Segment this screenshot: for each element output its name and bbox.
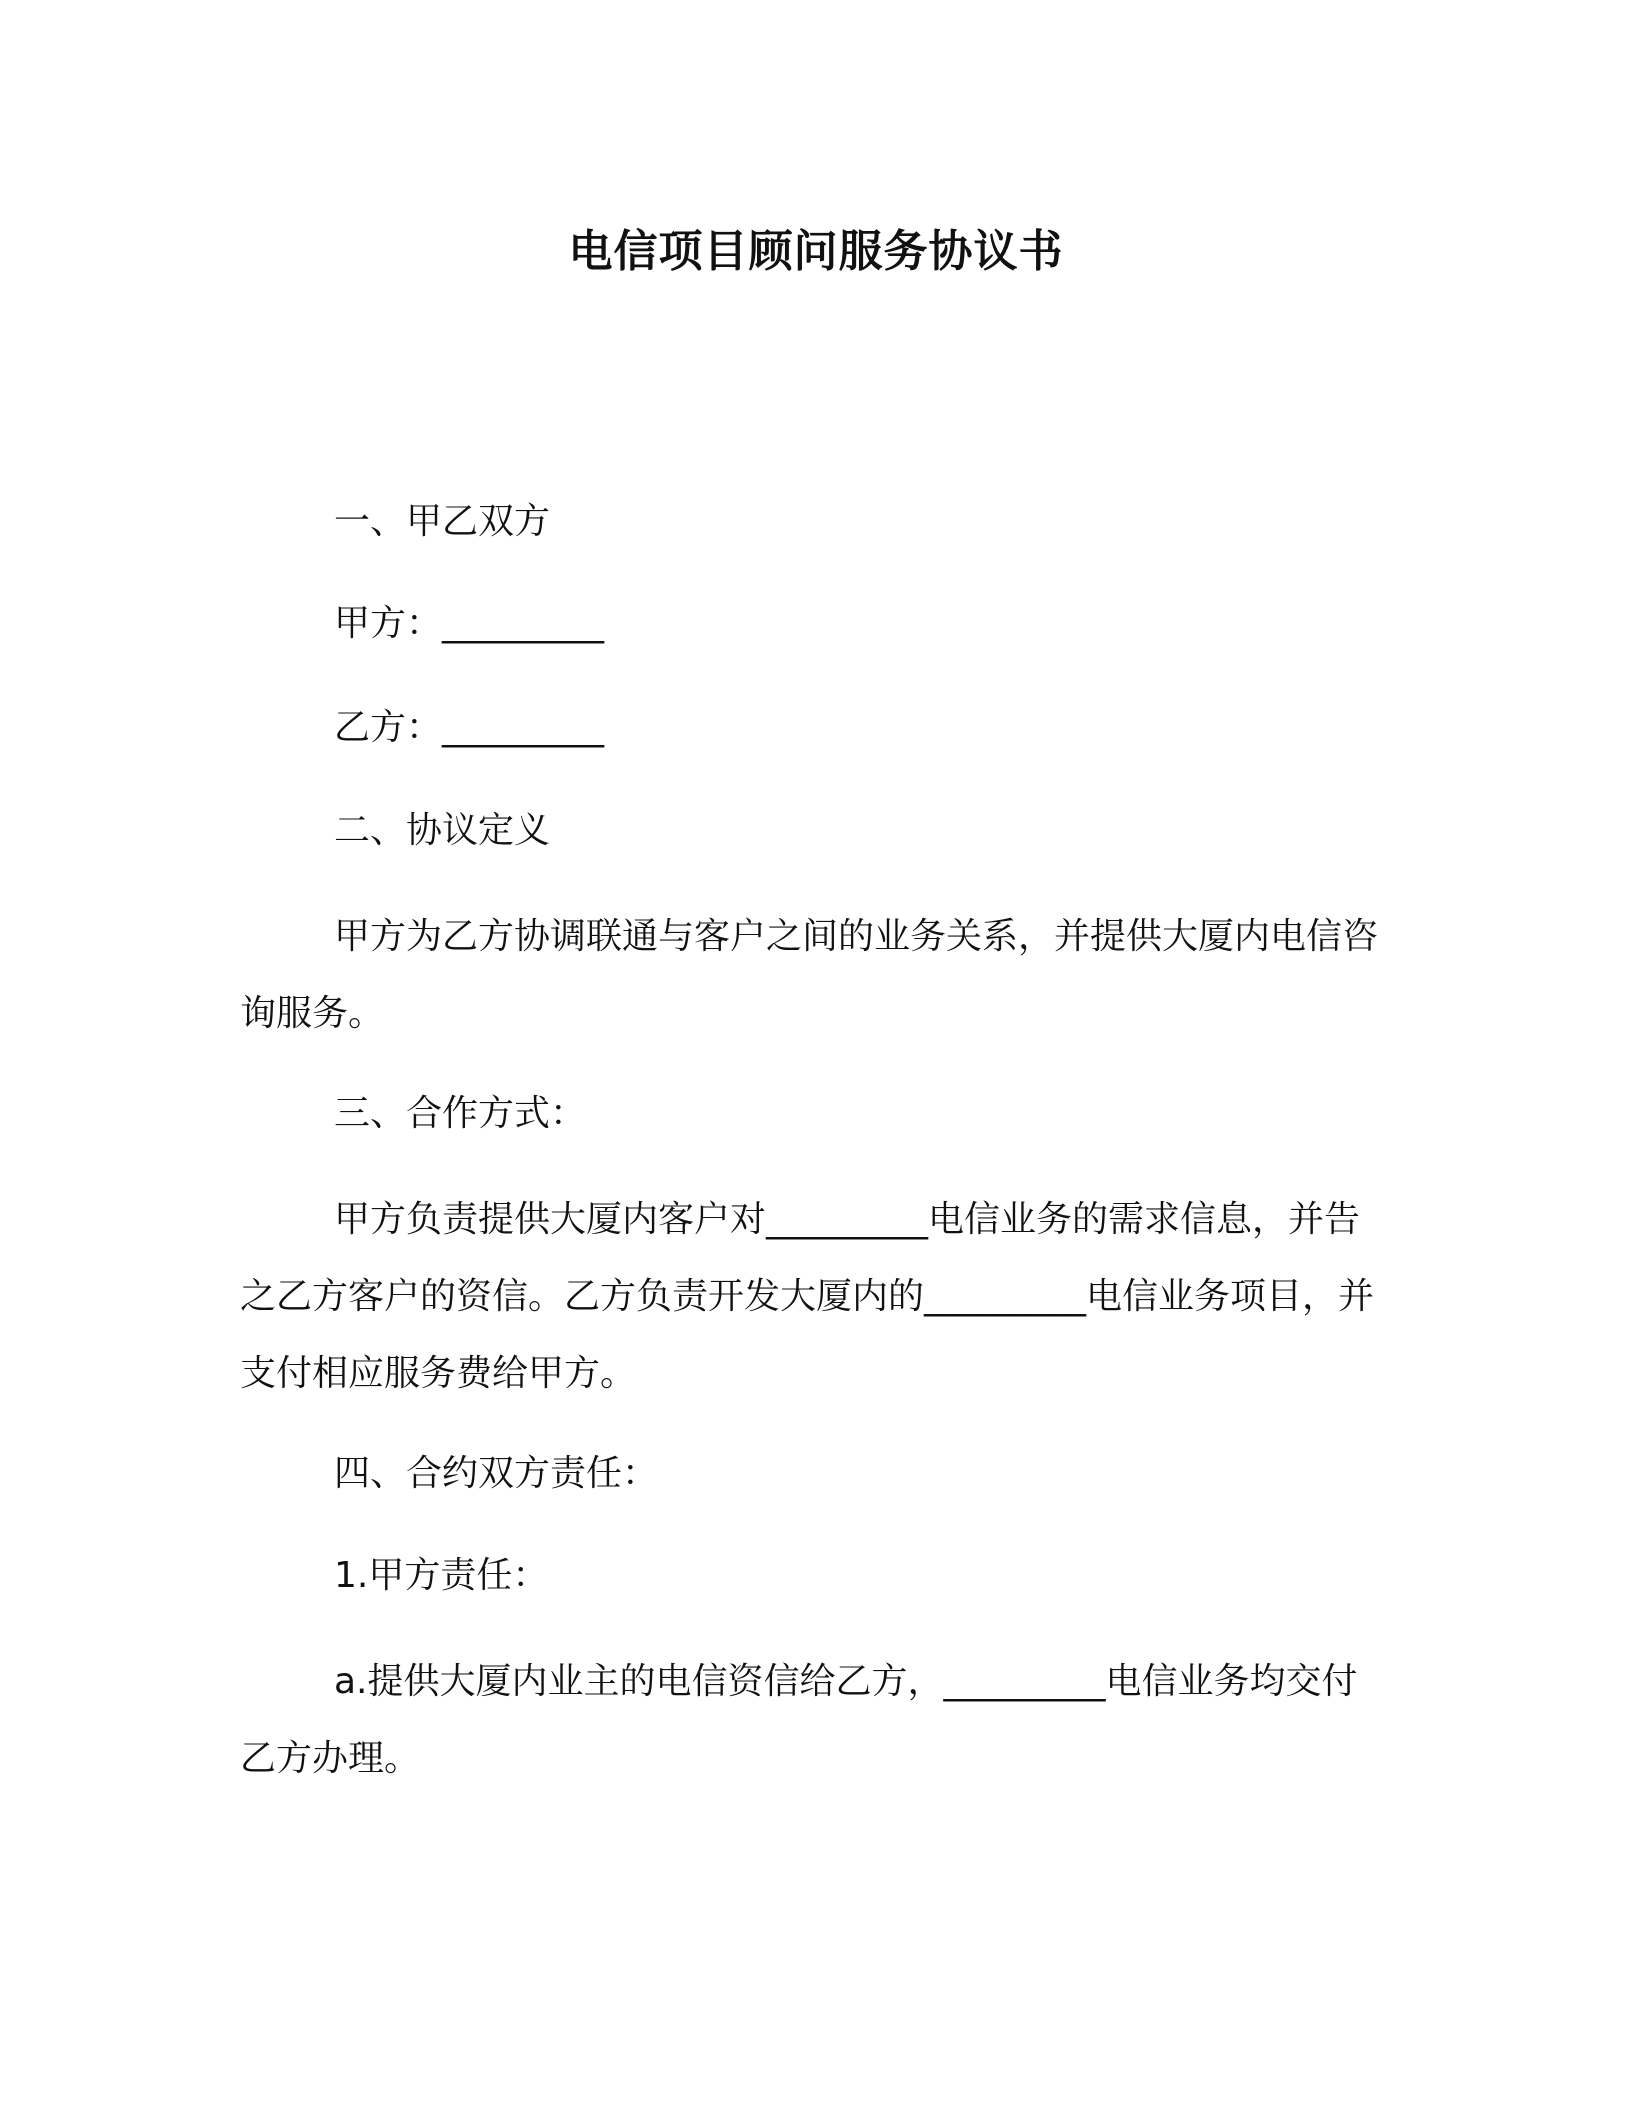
party-b-line: 乙方：_________: [334, 707, 605, 748]
section-2-body: 甲方为乙方协调联通与客户之间的业务关系，并提供大厦内电信咨询服务。: [240, 916, 1379, 1034]
party-a-line: 甲方：_________: [334, 603, 605, 644]
section-2-heading: 二、协议定义: [334, 810, 551, 851]
section-3-body: 甲方负责提供大厦内客户对_________电信业务的需求信息，并告之乙方客户的资信。乙方负责开发大厦内的_________电信业务项目，并支付相应服务费给甲方。: [240, 1199, 1375, 1394]
section-4-subheading: 1.甲方责任：: [334, 1555, 549, 1596]
section-3-heading: 三、合作方式：: [334, 1093, 587, 1134]
section-4-item-a: a.提供大厦内业主的电信资信给乙方，_________电信业务均交付乙方办理。: [240, 1661, 1358, 1779]
section-4-heading: 四、合约双方责任：: [334, 1453, 659, 1494]
document-title: 电信项目顾问服务协议书: [568, 226, 1064, 277]
section-1-heading: 一、甲乙双方: [334, 501, 551, 542]
